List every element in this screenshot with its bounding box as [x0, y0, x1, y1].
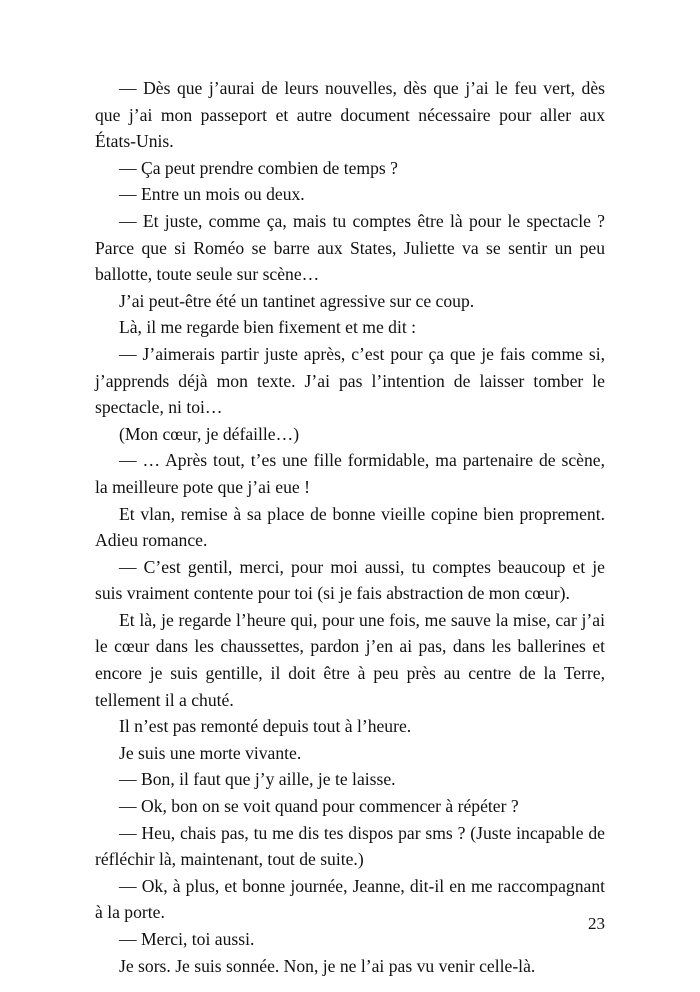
paragraph: — Heu, chais pas, tu me dis tes dispos par sms ? (Juste incapable de réfléchir là, maintenant, tout de suite.): [95, 822, 605, 870]
paragraph: Je suis une morte vivante.: [119, 742, 302, 763]
page-number: 23: [588, 914, 605, 933]
paragraph: — Dès que j’aurai de leurs nouvelles, dès que j’ai le feu vert, dès que j’ai mon passeport et autre document nécessaire pour aller aux États-Unis.: [95, 78, 605, 152]
paragraph: — Entre un mois ou deux.: [119, 184, 305, 205]
paragraph: — Et juste, comme ça, mais tu comptes être là pour le spectacle ? Parce que si Roméo se barre aux States, Juliette va se sentir un peu ballotte, toute seule sur scène…: [95, 210, 605, 285]
paragraph: — C’est gentil, merci, pour moi aussi, tu comptes beaucoup et je suis vraiment contente pour toi (si je fais abstraction de mon cœur).: [95, 556, 605, 604]
paragraph: — Ok, bon on se voit quand pour commencer à répéter ?: [119, 796, 519, 817]
paragraph: — Ça peut prendre combien de temps ?: [119, 157, 398, 178]
paragraph: — Ok, à plus, et bonne journée, Jeanne, dit-il en me raccompagnant à la porte.: [95, 875, 605, 923]
paragraph: — J’aimerais partir juste après, c’est pour ça que je fais comme si, j’apprends déjà mon texte. J’ai pas l’intention de laisser tomber le spectacle, ni toi…: [95, 343, 605, 418]
paragraph: J’ai peut-être été un tantinet agressive sur ce coup.: [119, 290, 475, 311]
paragraph: (Mon cœur, je défaille…): [119, 423, 300, 444]
page-body: [95, 75, 605, 979]
paragraph: — Bon, il faut que j’y aille, je te laisse.: [119, 769, 396, 790]
paragraph: Là, il me regarde bien fixement et me dit :: [119, 317, 417, 338]
paragraph: — Merci, toi aussi.: [119, 929, 255, 949]
paragraph: Il n’est pas remonté depuis tout à l’heure.: [119, 716, 412, 737]
paragraph: Je sors. Je suis sonnée. Non, je ne l’ai pas vu venir celle-là.: [119, 955, 536, 976]
paragraph: Et vlan, remise à sa place de bonne vieille copine bien proprement. Adieu romance.: [95, 503, 605, 551]
paragraph: Et là, je regarde l’heure qui, pour une fois, me sauve la mise, car j’ai le cœur dans les chaussettes, pardon j’en ai pas, dans les ballerines et encore je suis gentille, il doit être à peu près au centre de la Terre, tellement il a chuté.: [95, 609, 605, 710]
paragraph: — … Après tout, t’es une fille formidable, ma partenaire de scène, la meilleure pote que j’ai eue !: [95, 450, 605, 497]
